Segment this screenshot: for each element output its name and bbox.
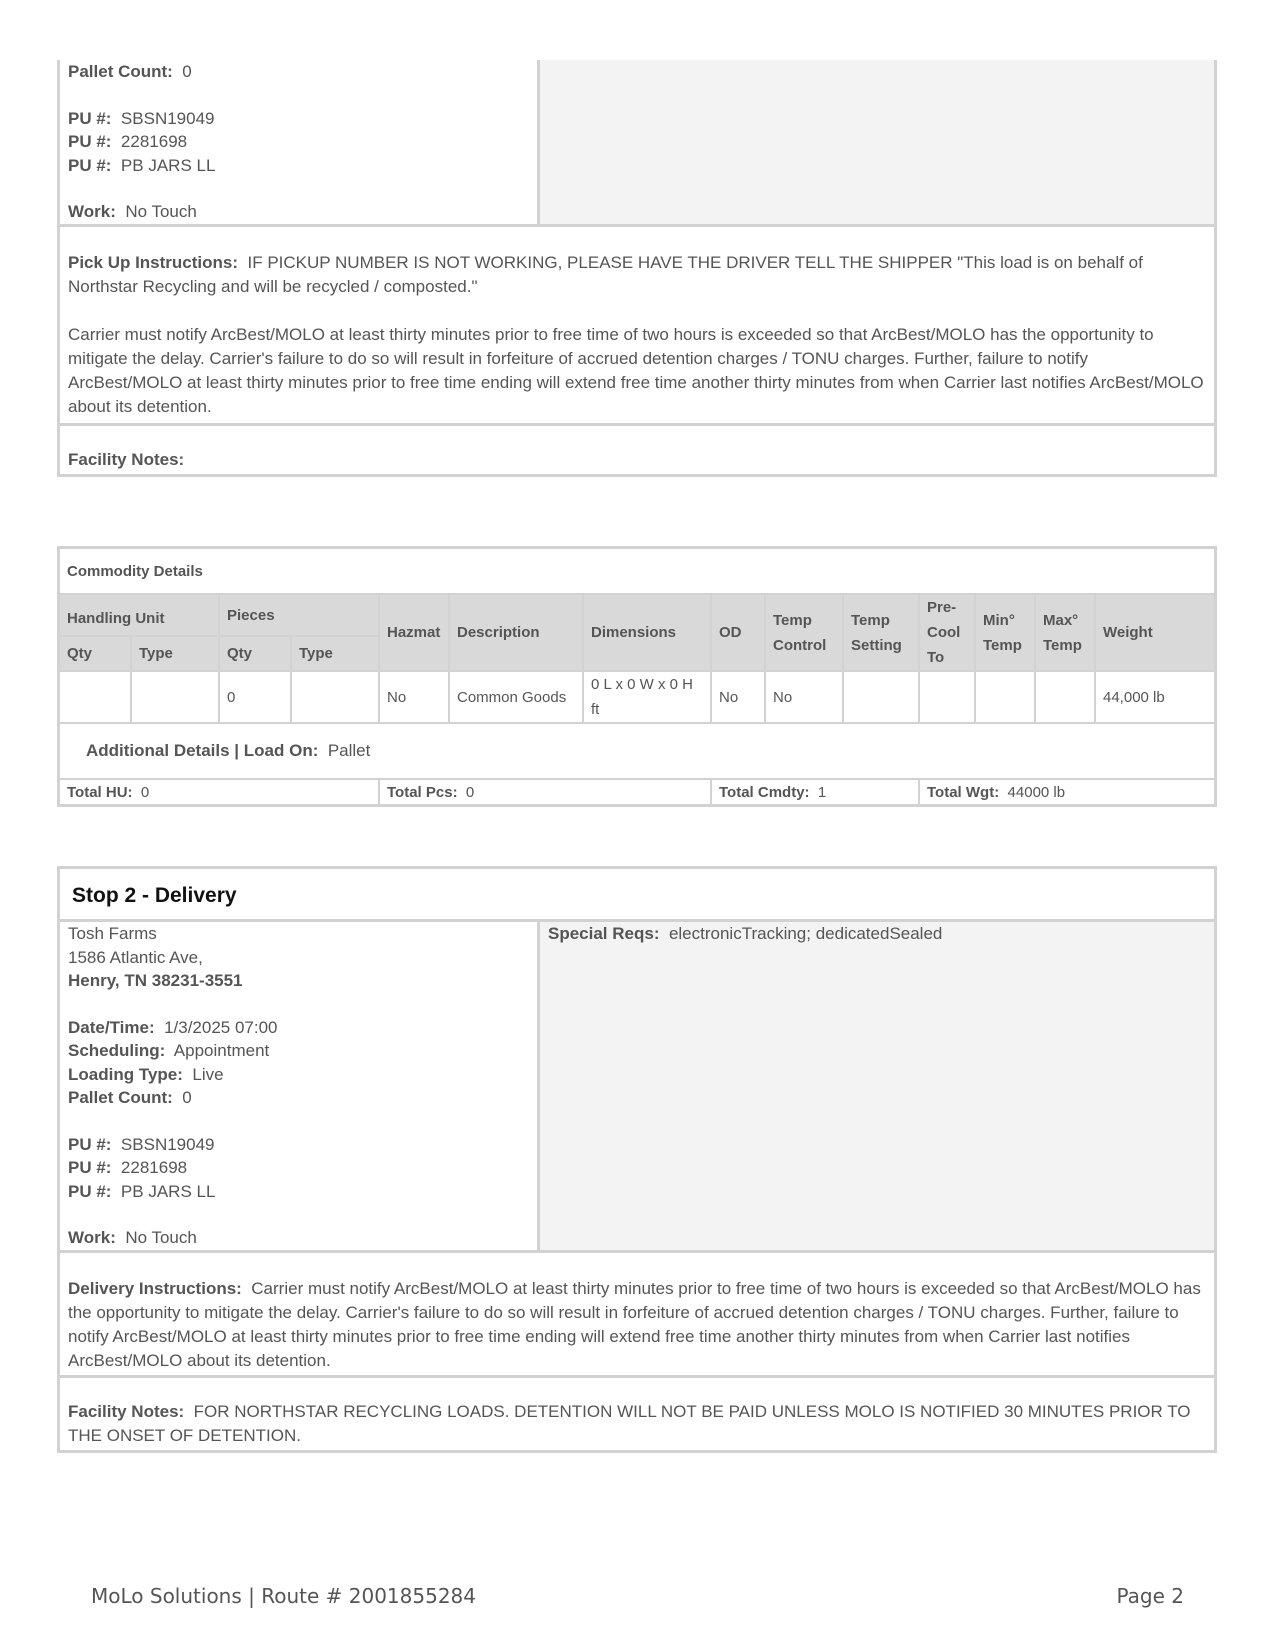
stop2-instructions-section — [60, 1250, 1214, 1375]
stop2-right-column — [540, 922, 1214, 1250]
cell-pc-type — [291, 671, 379, 723]
header-dimensions: Dimensions — [583, 594, 711, 671]
stop2-instructions: Delivery Instructions: Carrier must notify ArcBest/MOLO at least thirty minutes prior to free time of two hours is exceeded so that ArcBest/MOLO has the opportunity to mitigate the delay. Carrier's failure to do so will result in forfeiture of accrued detention charges / TONU charges. Further, failure to notify ArcBest/MOLO at least thirty minutes prior to free time ending will extend free time another thirty minutes from when Carrier last notifies ArcBest/MOLO about its detention. — [68, 1278, 1201, 1370]
footer-route: MoLo Solutions | Route # 2001855284 — [91, 1584, 476, 1608]
stop2-scheduling: Scheduling: Appointment — [68, 1041, 270, 1060]
total-hu: Total HU: 0 — [59, 779, 380, 806]
header-pieces: Pieces — [219, 594, 379, 636]
commodity-header-row-1 — [59, 594, 1216, 636]
stop2-facility-notes: Facility Notes: FOR NORTHSTAR RECYCLING LOADS. DETENTION WILL NOT BE PAID UNLESS MOLO IS NOTIFIED 30 MINUTES PRIOR TO THE ONSET OF DETENTION. — [60, 1375, 1214, 1450]
header-max-temp: Max° Temp — [1035, 594, 1095, 671]
header-precool: Pre-Cool To — [919, 594, 975, 671]
header-handling-unit: Handling Unit — [59, 594, 220, 636]
cell-hazmat: No — [379, 671, 449, 723]
stop2-pallet-count: Pallet Count: 0 — [68, 1088, 192, 1107]
header-pc-qty: Qty — [219, 636, 291, 671]
stop1-pallet-count: Pallet Count: 0 — [68, 62, 192, 81]
header-weight: Weight — [1095, 594, 1216, 671]
stop1-instructions-section — [60, 224, 1214, 423]
table-row — [59, 671, 1216, 723]
additional-details-value: Pallet — [327, 741, 371, 760]
stop1-pallet-count-value: 0 — [182, 62, 192, 81]
header-temp-setting: Temp Setting — [843, 594, 919, 671]
stop2-datetime: Date/Time: 1/3/2025 07:00 — [68, 1017, 278, 1037]
stop1-right-column — [540, 60, 1214, 224]
cell-od: No — [711, 671, 765, 723]
commodity-title: Commodity Details — [59, 548, 1216, 595]
cell-pc-qty: 0 — [219, 671, 291, 723]
stop1-pu-3: PU #: PB JARS LL — [68, 155, 216, 175]
cell-weight: 44,000 lb — [1095, 671, 1216, 723]
stop2-work: Work: No Touch — [68, 1228, 197, 1247]
stop1-details-row — [60, 60, 1214, 224]
header-hu-qty: Qty — [59, 636, 132, 671]
header-od: OD — [711, 594, 765, 671]
totals-row — [59, 779, 1216, 806]
stop1-pu-2: PU #: 2281698 — [68, 132, 188, 151]
stop1-pu-1: PU #: SBSN19049 — [68, 108, 215, 128]
header-temp-control: Temp Control — [765, 594, 843, 671]
commodity-table — [57, 546, 1217, 807]
stop1-facility-notes: Facility Notes: — [60, 423, 1214, 474]
cell-dimensions: 0 L x 0 W x 0 H ft — [583, 671, 711, 723]
cell-max-temp — [1035, 671, 1095, 723]
stop2-facility-name: Tosh Farms — [68, 924, 157, 943]
header-hu-type: Type — [131, 636, 219, 671]
commodity-title-row — [59, 548, 1216, 595]
header-pc-type: Type — [291, 636, 379, 671]
stop2-address: 1586 Atlantic Ave, — [68, 947, 203, 967]
stop2-pu-3: PU #: PB JARS LL — [68, 1181, 216, 1201]
stop2-pu-1: PU #: SBSN19049 — [68, 1134, 215, 1154]
footer-page-number: Page 2 — [1116, 1584, 1184, 1608]
additional-details-row — [59, 723, 1216, 779]
stop2-pu-2: PU #: 2281698 — [68, 1158, 188, 1177]
stop1-instructions-2: Carrier must notify ArcBest/MOLO at least thirty minutes prior to free time of two hours is exceeded so that ArcBest/MOLO has the opportunity to mitigate the delay. Carrier's failure to do so will result in forfeiture of accrued detention charges / TONU charges. Further, failure to notify ArcBest/MOLO at least thirty minutes prior to free time ending will extend free time another thirty minutes from when Carrier last notifies ArcBest/MOLO about its detention. — [68, 325, 1204, 416]
stop2-header: Stop 2 - Delivery — [72, 884, 237, 907]
stop1-card — [57, 60, 1217, 477]
total-cmdty: Total Cmdty: 1 — [711, 779, 919, 806]
cell-precool — [919, 671, 975, 723]
stop2-left-column — [60, 922, 540, 1250]
cell-description: Common Goods — [449, 671, 583, 723]
cell-min-temp — [975, 671, 1035, 723]
stop2-city: Henry, TN 38231-3551 — [68, 971, 243, 990]
cell-hu-qty — [59, 671, 132, 723]
header-hazmat: Hazmat — [379, 594, 449, 671]
cell-temp-control: No — [765, 671, 843, 723]
additional-details-label: Additional Details | Load On: — [86, 741, 319, 760]
stop2-special-reqs: Special Reqs: electronicTracking; dedicatedSealed — [548, 924, 943, 943]
stop2-loading-type: Loading Type: Live — [68, 1064, 224, 1084]
stop1-left-column — [60, 60, 540, 224]
stop1-work: Work: No Touch — [68, 202, 197, 221]
stop2-card — [57, 866, 1217, 1453]
total-wgt: Total Wgt: 44000 lb — [919, 779, 1216, 806]
stop2-details-row — [60, 919, 1214, 1250]
cell-temp-setting — [843, 671, 919, 723]
header-min-temp: Min° Temp — [975, 594, 1035, 671]
total-pcs: Total Pcs: 0 — [379, 779, 711, 806]
stop1-instructions-1: Pick Up Instructions: IF PICKUP NUMBER IS NOT WORKING, PLEASE HAVE THE DRIVER TELL THE SHIPPER "This load is on behalf of Northstar Recycling and will be recycled / composted." — [68, 253, 1143, 296]
cell-hu-type — [131, 671, 219, 723]
header-description: Description — [449, 594, 583, 671]
